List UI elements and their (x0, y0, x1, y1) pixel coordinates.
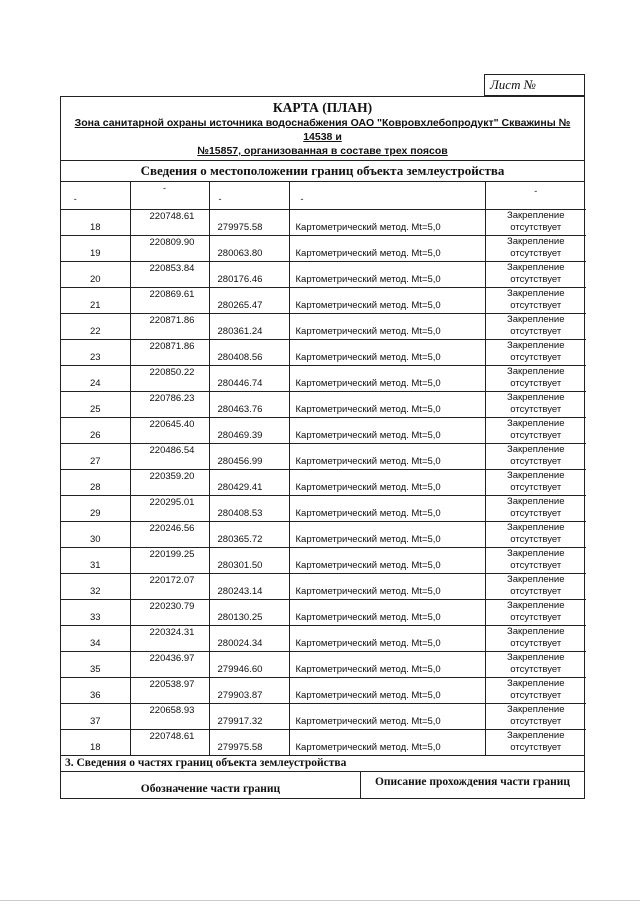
table-row (61, 574, 586, 600)
x-coordinate-cell (130, 730, 209, 756)
section3-col-description: Описание прохождения части границ (374, 776, 571, 788)
method-cell (289, 418, 485, 444)
table-row (61, 496, 586, 522)
status-value: Закрепление отсутствует (506, 210, 565, 233)
status-value: Закрепление отсутствует (506, 366, 565, 389)
status-cell (485, 314, 586, 340)
method-value: Картометрический метод. Mt=5,0 (295, 612, 441, 623)
method-value: Картометрический метод. Mt=5,0 (295, 586, 441, 597)
method-value: Картометрический метод. Mt=5,0 (295, 508, 441, 519)
status-cell (485, 288, 586, 314)
method-cell (289, 444, 485, 470)
header-cell: - (209, 182, 289, 210)
status-cell (485, 678, 586, 704)
x-coordinate-value: 220538.97 (149, 679, 195, 690)
y-coordinate-value: 280024.34 (217, 638, 263, 649)
point-number-value: 34 (90, 638, 101, 649)
x-coordinate-value: 220295.01 (149, 497, 195, 508)
x-coordinate-cell (130, 600, 209, 626)
status-cell (485, 574, 586, 600)
table-row (61, 730, 586, 756)
header-cell: - (485, 182, 586, 210)
y-coordinate-value: 280429.41 (217, 482, 263, 493)
point-number-cell (61, 262, 130, 288)
y-coordinate-value: 279917.32 (217, 716, 263, 727)
point-number-value: 19 (90, 248, 101, 259)
method-cell (289, 730, 485, 756)
x-coordinate-cell (130, 236, 209, 262)
point-number-cell (61, 236, 130, 262)
point-number-value: 18 (90, 222, 101, 233)
x-coordinate-value: 220199.25 (149, 549, 195, 560)
x-coordinate-value: 220748.61 (149, 731, 195, 742)
method-cell (289, 262, 485, 288)
table-row (61, 678, 586, 704)
title-block (61, 97, 584, 161)
page-bottom-rule (0, 900, 640, 901)
method-value: Картометрический метод. Mt=5,0 (295, 690, 441, 701)
y-coordinate-value: 280265.47 (217, 300, 263, 311)
y-coordinate-cell (209, 210, 289, 236)
y-coordinate-cell (209, 470, 289, 496)
table-header-row (61, 182, 586, 210)
table-row (61, 704, 586, 730)
x-coordinate-value: 220645.40 (149, 419, 195, 430)
y-coordinate-value: 279975.58 (217, 222, 263, 233)
table-row (61, 236, 586, 262)
y-coordinate-cell (209, 418, 289, 444)
y-coordinate-cell (209, 678, 289, 704)
y-coordinate-value: 280176.46 (217, 274, 263, 285)
point-number-value: 30 (90, 534, 101, 545)
point-number-value: 37 (90, 716, 101, 727)
x-coordinate-value: 220809.90 (149, 237, 195, 248)
y-coordinate-value: 280408.53 (217, 508, 263, 519)
point-number-value: 23 (90, 352, 101, 363)
x-coordinate-value: 220850.22 (149, 367, 195, 378)
method-value: Картометрический метод. Mt=5,0 (295, 482, 441, 493)
status-cell (485, 522, 586, 548)
x-coordinate-cell (130, 314, 209, 340)
point-number-cell (61, 496, 130, 522)
status-value: Закрепление отсутствует (506, 600, 565, 623)
point-number-cell (61, 418, 130, 444)
table-row (61, 314, 586, 340)
boundary-points-table (61, 182, 586, 755)
point-number-cell (61, 652, 130, 678)
point-number-cell (61, 366, 130, 392)
point-number-cell (61, 444, 130, 470)
status-cell (485, 600, 586, 626)
table-row (61, 548, 586, 574)
method-value: Картометрический метод. Mt=5,0 (295, 326, 441, 337)
y-coordinate-value: 280456.99 (217, 456, 263, 467)
table-row (61, 366, 586, 392)
y-coordinate-cell (209, 730, 289, 756)
x-coordinate-cell (130, 288, 209, 314)
method-cell (289, 236, 485, 262)
status-value: Закрепление отсутствует (506, 340, 565, 363)
x-coordinate-cell (130, 210, 209, 236)
status-value: Закрепление отсутствует (506, 418, 565, 441)
status-value: Закрепление отсутствует (506, 548, 565, 571)
point-number-value: 21 (90, 300, 101, 311)
sheet-number-label: Лист № (490, 77, 536, 92)
x-coordinate-cell (130, 548, 209, 574)
status-cell (485, 704, 586, 730)
point-number-value: 29 (90, 508, 101, 519)
y-coordinate-value: 280408.56 (217, 352, 263, 363)
method-value: Картометрический метод. Mt=5,0 (295, 274, 441, 285)
y-coordinate-value: 280469.39 (217, 430, 263, 441)
status-value: Закрепление отсутствует (506, 652, 565, 675)
status-cell (485, 652, 586, 678)
y-coordinate-value: 280361.24 (217, 326, 263, 337)
status-cell (485, 236, 586, 262)
sheet-number-box (484, 74, 585, 96)
point-number-value: 36 (90, 690, 101, 701)
x-coordinate-cell (130, 340, 209, 366)
table-row (61, 288, 586, 314)
y-coordinate-value: 280301.50 (217, 560, 263, 571)
status-cell (485, 730, 586, 756)
status-cell (485, 366, 586, 392)
y-coordinate-cell (209, 340, 289, 366)
status-cell (485, 444, 586, 470)
table-row (61, 262, 586, 288)
y-coordinate-cell (209, 314, 289, 340)
method-cell (289, 678, 485, 704)
method-value: Картометрический метод. Mt=5,0 (295, 456, 441, 467)
point-number-value: 28 (90, 482, 101, 493)
y-coordinate-value: 280446.74 (217, 378, 263, 389)
y-coordinate-value: 280463.76 (217, 404, 263, 415)
status-cell (485, 470, 586, 496)
y-coordinate-value: 280365.72 (217, 534, 263, 545)
x-coordinate-cell (130, 626, 209, 652)
status-value: Закрепление отсутствует (506, 626, 565, 649)
method-value: Картометрический метод. Mt=5,0 (295, 222, 441, 233)
x-coordinate-value: 220324.31 (149, 627, 195, 638)
status-cell (485, 340, 586, 366)
y-coordinate-value: 280243.14 (217, 586, 263, 597)
x-coordinate-value: 220658.93 (149, 705, 195, 716)
point-number-value: 18 (90, 742, 101, 753)
x-coordinate-cell (130, 470, 209, 496)
method-cell (289, 288, 485, 314)
point-number-cell (61, 210, 130, 236)
x-coordinate-cell (130, 444, 209, 470)
header-cell: - (289, 182, 485, 210)
method-cell (289, 210, 485, 236)
y-coordinate-cell (209, 236, 289, 262)
point-number-cell (61, 730, 130, 756)
document-title: КАРТА (ПЛАН) (272, 100, 373, 115)
y-coordinate-cell (209, 522, 289, 548)
y-coordinate-cell (209, 704, 289, 730)
method-cell (289, 340, 485, 366)
table-row (61, 652, 586, 678)
x-coordinate-value: 220486.54 (149, 445, 195, 456)
point-number-value: 35 (90, 664, 101, 675)
y-coordinate-cell (209, 392, 289, 418)
status-value: Закрепление отсутствует (506, 392, 565, 415)
y-coordinate-cell (209, 496, 289, 522)
status-value: Закрепление отсутствует (506, 288, 565, 311)
status-cell (485, 418, 586, 444)
method-cell (289, 548, 485, 574)
status-cell (485, 262, 586, 288)
status-value: Закрепление отсутствует (506, 444, 565, 467)
point-number-cell (61, 340, 130, 366)
y-coordinate-cell (209, 600, 289, 626)
section3-col-designation: Обозначение части границ (61, 772, 361, 798)
method-value: Картометрический метод. Mt=5,0 (295, 300, 441, 311)
method-cell (289, 314, 485, 340)
point-number-value: 22 (90, 326, 101, 337)
x-coordinate-cell (130, 522, 209, 548)
status-value: Закрепление отсутствует (506, 730, 565, 753)
method-value: Картометрический метод. Mt=5,0 (295, 352, 441, 363)
y-coordinate-cell (209, 626, 289, 652)
x-coordinate-cell (130, 574, 209, 600)
point-number-cell (61, 522, 130, 548)
y-coordinate-value: 280130.25 (217, 612, 263, 623)
method-cell (289, 522, 485, 548)
header-cell: - (61, 182, 130, 210)
y-coordinate-value: 279975.58 (217, 742, 263, 753)
method-cell (289, 392, 485, 418)
table-row (61, 626, 586, 652)
status-value: Закрепление отсутствует (506, 678, 565, 701)
status-value: Закрепление отсутствует (506, 236, 565, 259)
y-coordinate-cell (209, 444, 289, 470)
method-cell (289, 600, 485, 626)
x-coordinate-value: 220871.86 (149, 315, 195, 326)
point-number-value: 20 (90, 274, 101, 285)
header-cell: - (130, 182, 209, 210)
y-coordinate-value: 279903.87 (217, 690, 263, 701)
x-coordinate-cell (130, 496, 209, 522)
point-number-value: 27 (90, 456, 101, 467)
method-cell (289, 652, 485, 678)
point-number-cell (61, 288, 130, 314)
point-number-cell (61, 574, 130, 600)
section-heading: Сведения о местоположении границ объекта землеустройства (61, 161, 584, 182)
y-coordinate-value: 279946.60 (217, 664, 263, 675)
point-number-cell (61, 392, 130, 418)
method-value: Картометрический метод. Mt=5,0 (295, 560, 441, 571)
y-coordinate-cell (209, 652, 289, 678)
x-coordinate-value: 220748.61 (149, 211, 195, 222)
y-coordinate-cell (209, 288, 289, 314)
y-coordinate-cell (209, 262, 289, 288)
point-number-cell (61, 600, 130, 626)
y-coordinate-cell (209, 366, 289, 392)
point-number-cell (61, 548, 130, 574)
x-coordinate-value: 220869.61 (149, 289, 195, 300)
method-value: Картометрический метод. Mt=5,0 (295, 742, 441, 753)
title-subtitle-line1: Зона санитарной охраны источника водоснабжения ОАО "Ковровхлебопродукт" Скважины № 14538 и (74, 117, 571, 143)
status-cell (485, 548, 586, 574)
title-subtitle-line2: №15857, организованная в составе трех поясов (197, 145, 448, 157)
status-value: Закрепление отсутствует (506, 704, 565, 727)
x-coordinate-cell (130, 262, 209, 288)
x-coordinate-cell (130, 418, 209, 444)
x-coordinate-value: 220436.97 (149, 653, 195, 664)
table-row (61, 600, 586, 626)
map-plan-form (60, 96, 585, 799)
status-cell (485, 626, 586, 652)
method-cell (289, 574, 485, 600)
status-value: Закрепление отсутствует (506, 314, 565, 337)
method-value: Картометрический метод. Mt=5,0 (295, 716, 441, 727)
status-value: Закрепление отсутствует (506, 522, 565, 545)
method-cell (289, 626, 485, 652)
y-coordinate-value: 280063.80 (217, 248, 263, 259)
method-value: Картометрический метод. Mt=5,0 (295, 664, 441, 675)
x-coordinate-cell (130, 678, 209, 704)
status-value: Закрепление отсутствует (506, 470, 565, 493)
section3-columns (61, 772, 584, 798)
x-coordinate-value: 220853.84 (149, 263, 195, 274)
point-number-cell (61, 678, 130, 704)
section3-title: 3. Сведения о частях границ объекта землеустройства (61, 756, 584, 772)
status-cell (485, 210, 586, 236)
y-coordinate-cell (209, 548, 289, 574)
method-value: Картометрический метод. Mt=5,0 (295, 404, 441, 415)
section3 (61, 755, 584, 798)
x-coordinate-value: 220172.07 (149, 575, 195, 586)
status-value: Закрепление отсутствует (506, 496, 565, 519)
x-coordinate-value: 220246.56 (149, 523, 195, 534)
x-coordinate-cell (130, 366, 209, 392)
method-value: Картометрический метод. Mt=5,0 (295, 378, 441, 389)
point-number-value: 32 (90, 586, 101, 597)
method-value: Картометрический метод. Mt=5,0 (295, 430, 441, 441)
table-row (61, 210, 586, 236)
point-number-cell (61, 704, 130, 730)
table-row (61, 444, 586, 470)
method-cell (289, 496, 485, 522)
status-cell (485, 392, 586, 418)
method-cell (289, 470, 485, 496)
x-coordinate-value: 220871.86 (149, 341, 195, 352)
point-number-cell (61, 314, 130, 340)
x-coordinate-value: 220359.20 (149, 471, 195, 482)
table-row (61, 522, 586, 548)
x-coordinate-cell (130, 704, 209, 730)
table-row (61, 418, 586, 444)
point-number-value: 25 (90, 404, 101, 415)
point-number-value: 33 (90, 612, 101, 623)
x-coordinate-cell (130, 652, 209, 678)
method-value: Картометрический метод. Mt=5,0 (295, 248, 441, 259)
point-number-cell (61, 626, 130, 652)
point-number-value: 31 (90, 560, 101, 571)
x-coordinate-value: 220786.23 (149, 393, 195, 404)
x-coordinate-cell (130, 392, 209, 418)
status-value: Закрепление отсутствует (506, 262, 565, 285)
point-number-cell (61, 470, 130, 496)
point-number-value: 26 (90, 430, 101, 441)
method-cell (289, 704, 485, 730)
x-coordinate-value: 220230.79 (149, 601, 195, 612)
point-number-value: 24 (90, 378, 101, 389)
table-row (61, 340, 586, 366)
method-cell (289, 366, 485, 392)
status-cell (485, 496, 586, 522)
table-row (61, 392, 586, 418)
y-coordinate-cell (209, 574, 289, 600)
method-value: Картометрический метод. Mt=5,0 (295, 638, 441, 649)
table-row (61, 470, 586, 496)
status-value: Закрепление отсутствует (506, 574, 565, 597)
method-value: Картометрический метод. Mt=5,0 (295, 534, 441, 545)
